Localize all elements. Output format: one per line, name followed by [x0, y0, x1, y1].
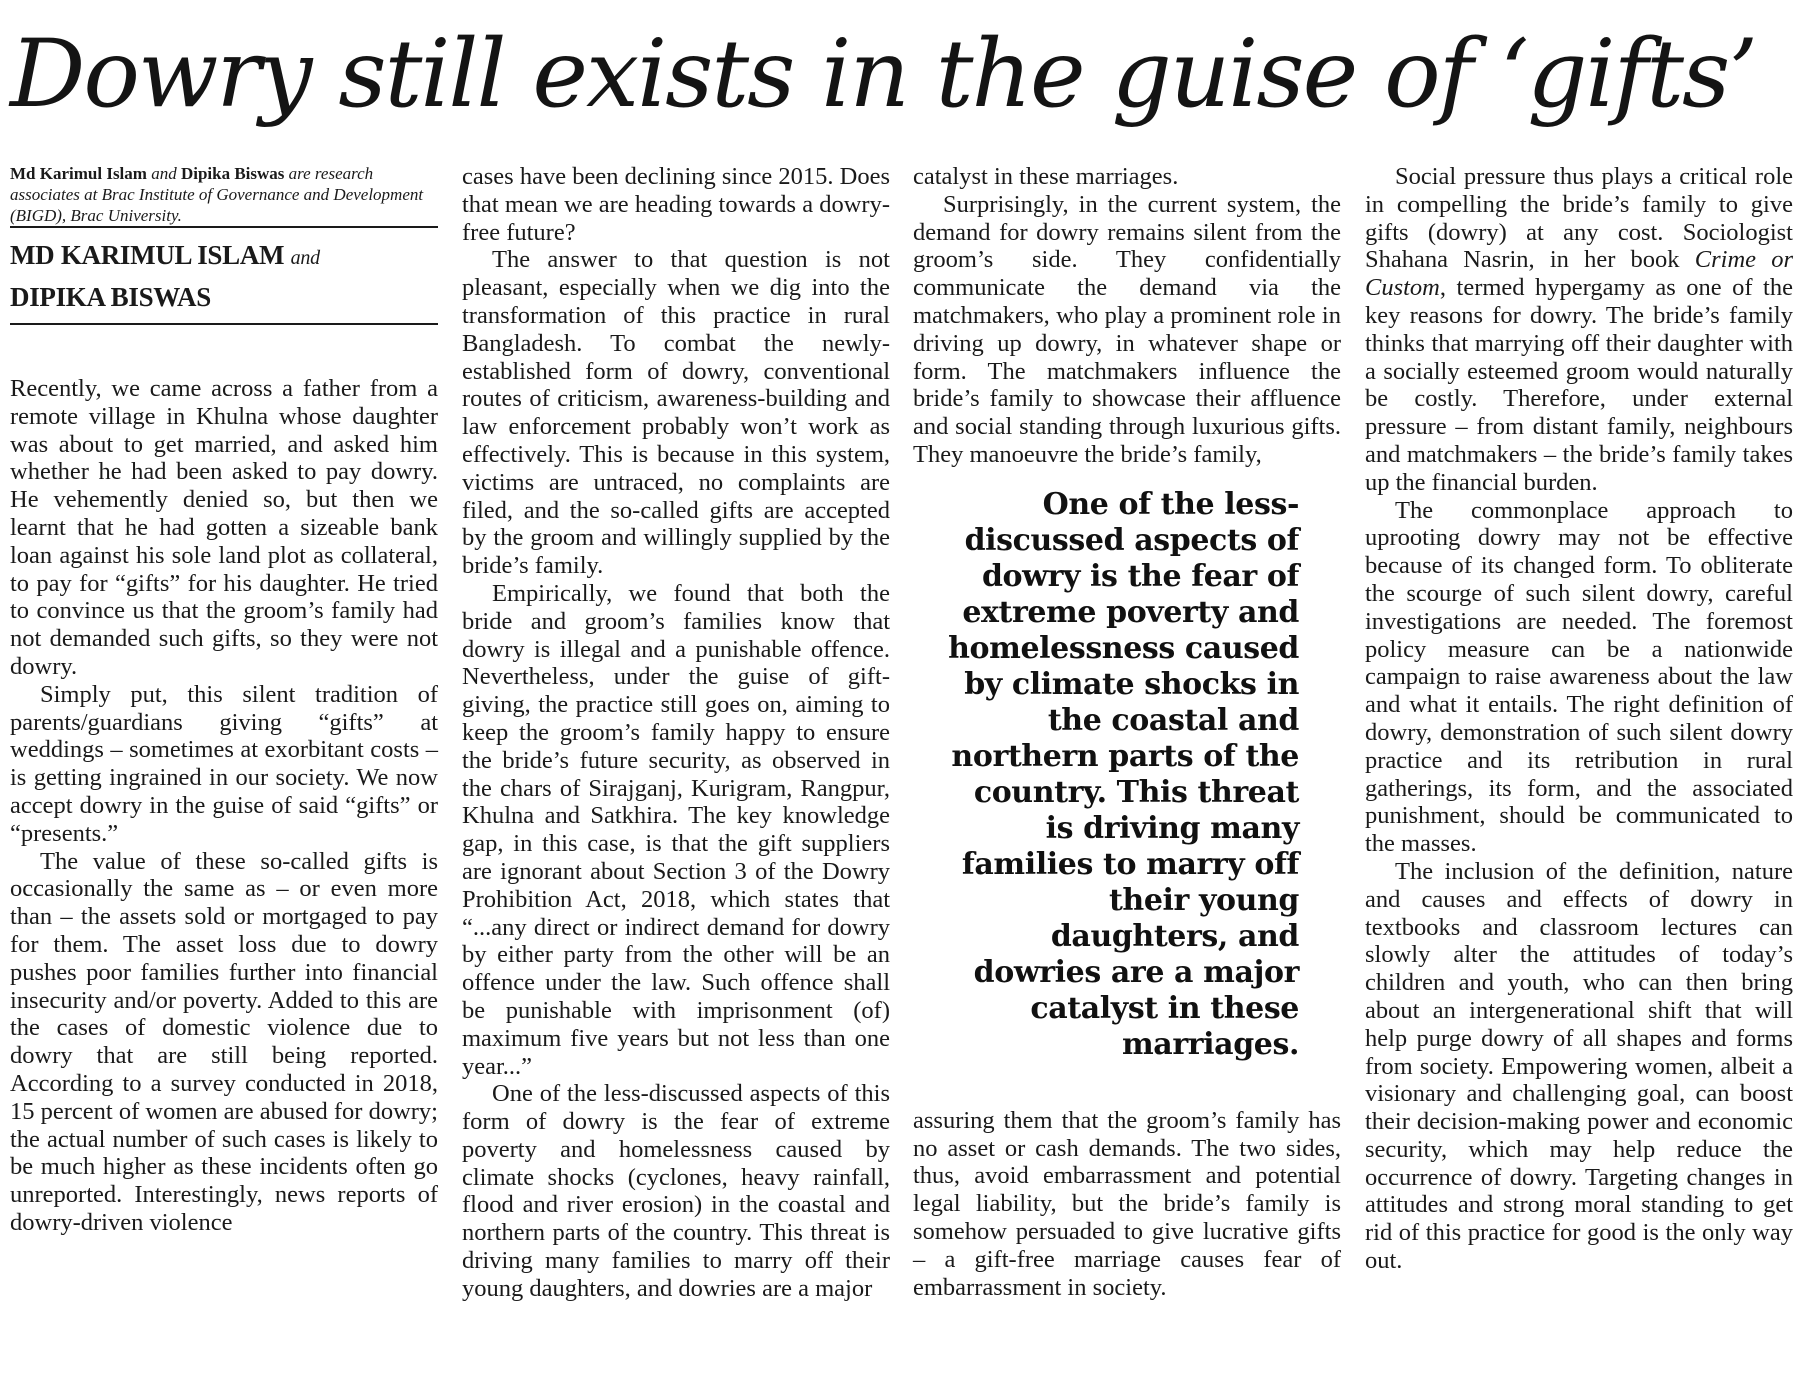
- paragraph: Recently, we came across a father from a remote village in Khulna whose daughter was about to get married, and asked him whether he had been asked to pay dowry. He vehemently denied so, but then we learnt that he had gotten a sizeable bank loan against his sole land plot as collateral, to pay for “gifts” for his daughter. He tried to convince us that the groom’s family had not demanded such gifts, so they were not dowry.: [10, 375, 438, 680]
- byline-author-1: MD KARIMUL ISLAM: [10, 240, 285, 270]
- paragraph: The answer to that question is not pleasant, especially when we dig into the transformation of this practice in rural Bangladesh. To combat the newly-established form of dowry, conventional routes of criticism, awareness-building and law enforcement probably won’t work as effectively. This is because in this system, victims are untraced, no complaints are filed, and the so-called gifts are accepted by the groom and willingly supplied by the bride’s family.: [462, 246, 890, 580]
- paragraph: catalyst in these marriages.: [913, 163, 1179, 190]
- paragraph: Simply put, this silent tradition of parents/guardians giving “gifts” at weddings – sometimes at exorbitant costs – is getting ingrained in our society. We now accept dowry in the guise of said “gifts” or “presents.”: [10, 680, 438, 847]
- paragraph: assuring them that the groom’s family has no asset or cash demands. The two sides, thus, avoid embarrassment and potential legal liability, but the bride’s family is somehow persuaded to give lucrative gifts – a gift-free marriage causes fear of embarrassment in society.: [913, 1106, 1341, 1301]
- text-run: Social pressure thus plays a critical role in compelling the bride’s family to give gifts (dowry) at any cost. Sociologist Shahana Nasrin, in her book: [1365, 163, 1793, 274]
- byline-and: and: [290, 247, 320, 269]
- pull-quote: One of the less-discussed aspects of dowry is the fear of extreme poverty and homelessness caused by climate shocks in the coastal and northern parts of the country. This threat is driving many families to marry off their young daughters, and dowries are a major catalyst in these marriages.: [948, 486, 1299, 1062]
- paragraph: Surprisingly, in the current system, the demand for dowry remains silent from the groom’s side. They confidentially communicate the demand via the matchmakers, who play a prominent role in driving up dowry, in whatever shape or form. The matchmakers influence the bride’s family to showcase their affluence and social standing through luxurious gifts. They manoeuvre the bride’s family,: [913, 190, 1341, 468]
- byline-author-2: DIPIKA BISWAS: [10, 282, 211, 312]
- headline: Dowry still exists in the guise of ‘gifts’: [10, 20, 1757, 129]
- paragraph: cases have been declining since 2015. Does that mean we are heading towards a dowry-free future?: [462, 163, 890, 246]
- column-1: [10, 163, 438, 1237]
- paragraph: The commonplace approach to uprooting dowry may not be effective because of its changed form. To obliterate the scourge of such silent dowry, careful investigations are needed. The foremost policy measure can be a nationwide campaign to raise awareness about the law and what it entails. The right definition of dowry, demonstration of such silent dowry practice and its retribution in rural gatherings, its form, and the associated punishment, should be communicated to the masses.: [1365, 496, 1793, 858]
- bio-author-2: Dipika Biswas: [180, 164, 285, 183]
- bio-text: are research associates at Brac Institute of Governance and Development (BIGD), Brac University.: [10, 164, 424, 225]
- author-bio: [10, 163, 438, 226]
- text-run: , termed hypergamy as one of the key reasons for dowry. The bride’s family thinks that marrying off their daughter with a socially esteemed groom would naturally be costly. Therefore, under external pressure – from distant family, neighbours and matchmakers – the bride’s family takes up the financial burden.: [1365, 274, 1793, 496]
- column-4: [1365, 163, 1793, 1275]
- paragraph: One of the less-discussed aspects of this form of dowry is the fear of extreme poverty and homelessness caused by climate shocks (cyclones, heavy rainfall, flood and river erosion) in the coastal and northern parts of the country. This threat is driving many families to marry off their young daughters, and dowries are a major: [462, 1080, 890, 1302]
- bio-author-1: Md Karimul Islam: [10, 164, 147, 183]
- book-title: Crime or Custom: [1365, 246, 1793, 302]
- paragraph: Empirically, we found that both the bride and groom’s families know that dowry is illegal and a punishable offence. Nevertheless, under the guise of gift-giving, the practice still goes on, aiming to keep the groom’s family happy to ensure the bride’s future security, as observed in the chars of Sirajganj, Kurigram, Rangpur, Khulna and Satkhira. The key knowledge gap, in this case, is that the gift suppliers are ignorant about Section 3 of the Dowry Prohibition Act, 2018, which states that “...any direct or indirect demand for dowry by either party from the other will be an offence under the law. Such offence shall be punishable with imprisonment (of) maximum five years but not less than one year...”: [462, 579, 890, 1080]
- column-2: [462, 163, 890, 1303]
- column-3: [913, 163, 1341, 1301]
- paragraph: [1365, 163, 1793, 497]
- byline: [10, 228, 438, 323]
- bio-and: and: [151, 164, 177, 183]
- paragraph: The inclusion of the definition, nature and causes and effects of dowry in textbooks and classroom lectures can slowly alter the attitudes of today’s children and youth, who can then bring about an intergenerational shift that will help purge dowry of all shapes and forms from society. Empowering women, albeit a visionary and challenging goal, can boost their decision-making power and economic security, which may help reduce the occurrence of dowry. Targeting changes in attitudes and strong moral standing to get rid of this practice for good is the only way out.: [1365, 857, 1793, 1275]
- paragraph: The value of these so-called gifts is occasionally the same as – or even more than – the assets sold or mortgaged to pay for them. The asset loss due to dowry pushes poor families further into financial insecurity and/or poverty. Added to this are the cases of domestic violence due to dowry that are still being reported. According to a survey conducted in 2018, 15 percent of women are abused for dowry; the actual number of such cases is likely to be much higher as these incidents often go unreported. Interestingly, news reports of dowry-driven violence: [10, 847, 438, 1236]
